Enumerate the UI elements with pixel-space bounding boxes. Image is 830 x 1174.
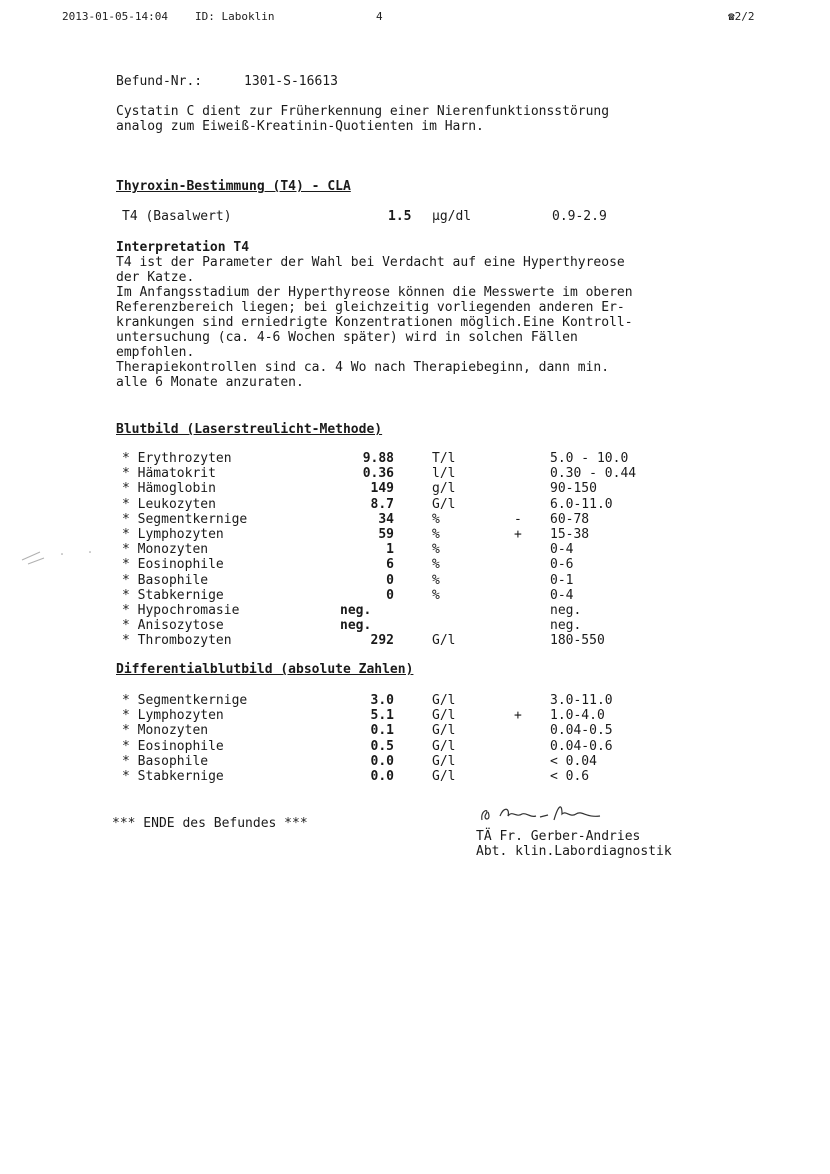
blutbild-row (0, 603, 830, 618)
differential-unit: G/l (432, 738, 456, 754)
blutbild-value: 34 (378, 511, 394, 527)
differential-row (0, 739, 830, 754)
differential-row (0, 754, 830, 769)
differential-value: 5.1 (370, 708, 394, 724)
blutbild-row (0, 557, 830, 572)
blutbild-name: * Basophile (122, 572, 209, 588)
blutbild-ref: 0-1 (550, 572, 574, 588)
blutbild-row (0, 466, 830, 481)
befund-number: 1301-S-16613 (244, 74, 338, 89)
blutbild-value: 9.88 (362, 451, 394, 466)
fax-page-number: 4 (376, 10, 383, 23)
blutbild-unit: l/l (432, 466, 456, 482)
blutbild-name: * Anisozytose (122, 618, 224, 634)
blutbild-name: * Stabkernige (122, 587, 224, 603)
blutbild-row (0, 451, 830, 466)
blutbild-ref: 0-4 (550, 542, 574, 558)
interpretation-line: T4 ist der Parameter der Wahl bei Verdacht auf eine Hyperthyreose (116, 255, 625, 270)
blutbild-ref: 15-38 (550, 527, 590, 542)
interpretation-line: alle 6 Monate anzuraten. (116, 375, 304, 390)
blutbild-name: * Segmentkernige (122, 511, 248, 527)
differential-unit: G/l (432, 708, 456, 724)
blutbild-heading: Blutbild (Laserstreulicht-Methode) (116, 422, 383, 437)
differential-unit: G/l (432, 753, 456, 769)
blutbild-unit: G/l (432, 633, 456, 649)
blutbild-value: neg. (340, 618, 372, 634)
interpretation-line: empfohlen. (116, 345, 195, 360)
blutbild-value: 0.36 (362, 466, 394, 482)
differential-row (0, 769, 830, 784)
blutbild-ref: 6.0-11.0 (550, 496, 613, 512)
blutbild-value: 292 (370, 633, 394, 649)
blutbild-ref: neg. (550, 603, 582, 618)
department-name: Abt. klin.Labordiagnostik (476, 844, 672, 859)
blutbild-name: * Hämoglobin (122, 481, 216, 497)
blutbild-name: * Erythrozyten (122, 451, 232, 466)
blutbild-unit: % (432, 542, 440, 558)
interpretation-line: untersuchung (ca. 4-6 Wochen später) wird in solchen Fällen (116, 330, 578, 345)
signer-name: TÄ Fr. Gerber-Andries (476, 829, 641, 844)
differential-name: * Eosinophile (122, 738, 224, 754)
differential-unit: G/l (432, 723, 456, 739)
fax-id: ID: Laboklin (195, 10, 275, 23)
differential-ref: 0.04-0.5 (550, 723, 613, 739)
blutbild-row (0, 512, 830, 527)
blutbild-ref: 90-150 (550, 481, 597, 497)
blutbild-name: * Monozyten (122, 542, 209, 558)
blutbild-value: neg. (340, 603, 372, 618)
t4-reference: 0.9-2.9 (552, 209, 607, 224)
interpretation-line: der Katze. (116, 270, 195, 285)
fax-timestamp: 2013-01-05-14:04 (62, 10, 168, 23)
differential-value: 0.1 (370, 723, 394, 739)
fax-page-count: ☎2/2 (728, 10, 755, 23)
differential-ref: 1.0-4.0 (550, 708, 605, 724)
differential-name: * Monozyten (122, 723, 209, 739)
cystatin-note-line-1: Cystatin C dient zur Früherkennung einer Nierenfunktionsstörung (116, 104, 610, 119)
blutbild-name: * Eosinophile (122, 557, 224, 573)
differential-unit: G/l (432, 693, 456, 708)
blutbild-name: * Thrombozyten (122, 633, 232, 649)
differential-row (0, 693, 830, 708)
blutbild-value: 1 (386, 542, 394, 558)
blutbild-flag: + (514, 527, 522, 542)
blutbild-row (0, 588, 830, 603)
scan-speckle (0, 530, 110, 580)
blutbild-value: 0 (386, 572, 394, 588)
differential-ref: < 0.04 (550, 753, 597, 769)
differential-value: 3.0 (370, 693, 394, 708)
blutbild-row (0, 573, 830, 588)
differential-name: * Lymphozyten (122, 708, 224, 724)
blutbild-row (0, 527, 830, 542)
differential-ref: < 0.6 (550, 769, 590, 784)
differential-ref: 0.04-0.6 (550, 738, 613, 754)
blutbild-unit: % (432, 557, 440, 573)
differential-unit: G/l (432, 769, 456, 784)
differential-name: * Basophile (122, 753, 209, 769)
signature-scribble (478, 800, 608, 826)
blutbild-ref: 0-6 (550, 557, 574, 573)
t4-parameter-name: T4 (Basalwert) (122, 209, 232, 224)
blutbild-unit: % (432, 511, 440, 527)
blutbild-value: 8.7 (370, 496, 394, 512)
blutbild-ref: 0-4 (550, 587, 574, 603)
blutbild-name: * Hypochromasie (122, 603, 240, 618)
blutbild-ref: 60-78 (550, 511, 590, 527)
blutbild-unit: % (432, 527, 440, 542)
interpretation-line: krankungen sind erniedrigte Konzentrationen möglich.Eine Kontroll- (116, 315, 633, 330)
blutbild-name: * Leukozyten (122, 496, 216, 512)
differential-flag: + (514, 708, 522, 724)
blutbild-value: 0 (386, 587, 394, 603)
differential-value: 0.0 (370, 753, 394, 769)
blutbild-unit: T/l (432, 451, 456, 466)
blutbild-ref: 180-550 (550, 633, 605, 649)
blutbild-unit: g/l (432, 481, 456, 497)
differential-name: * Stabkernige (122, 769, 224, 784)
t4-section-heading: Thyroxin-Bestimmung (T4) - CLA (116, 179, 351, 194)
differential-name: * Segmentkernige (122, 693, 248, 708)
interpretation-line: Im Anfangsstadium der Hyperthyreose können die Messwerte im oberen (116, 285, 633, 300)
blutbild-unit: G/l (432, 496, 456, 512)
blutbild-name: * Hämatokrit (122, 466, 216, 482)
blutbild-flag: - (514, 511, 522, 527)
blutbild-unit: % (432, 572, 440, 588)
blutbild-value: 6 (386, 557, 394, 573)
report-end-text: *** ENDE des Befundes *** (112, 816, 308, 831)
differential-row (0, 723, 830, 738)
befund-label: Befund-Nr.: (116, 74, 203, 89)
t4-unit: µg/dl (432, 209, 472, 224)
blutbild-row (0, 633, 830, 648)
cystatin-note-line-2: analog zum Eiweiß-Kreatinin-Quotienten im Harn. (116, 119, 484, 134)
differential-value: 0.5 (370, 738, 394, 754)
interpretation-line: Referenzbereich liegen; bei gleichzeitig vorliegenden anderen Er- (116, 300, 625, 315)
blutbild-ref: neg. (550, 618, 582, 634)
differential-heading: Differentialblutbild (absolute Zahlen) (116, 662, 414, 677)
interpretation-line: Therapiekontrollen sind ca. 4 Wo nach Therapiebeginn, dann min. (116, 360, 610, 375)
fax-icon: ☎ (728, 10, 735, 23)
blutbild-value: 59 (378, 527, 394, 542)
interpretation-heading: Interpretation T4 (116, 240, 250, 255)
blutbild-value: 149 (370, 481, 394, 497)
blutbild-row (0, 542, 830, 557)
differential-row (0, 708, 830, 723)
differential-value: 0.0 (370, 769, 394, 784)
blutbild-ref: 5.0 - 10.0 (550, 451, 629, 466)
blutbild-unit: % (432, 587, 440, 603)
differential-ref: 3.0-11.0 (550, 693, 613, 708)
blutbild-name: * Lymphozyten (122, 527, 224, 542)
t4-value: 1.5 (388, 209, 412, 224)
blutbild-row (0, 618, 830, 633)
blutbild-row (0, 497, 830, 512)
blutbild-row (0, 481, 830, 496)
blutbild-ref: 0.30 - 0.44 (550, 466, 637, 482)
